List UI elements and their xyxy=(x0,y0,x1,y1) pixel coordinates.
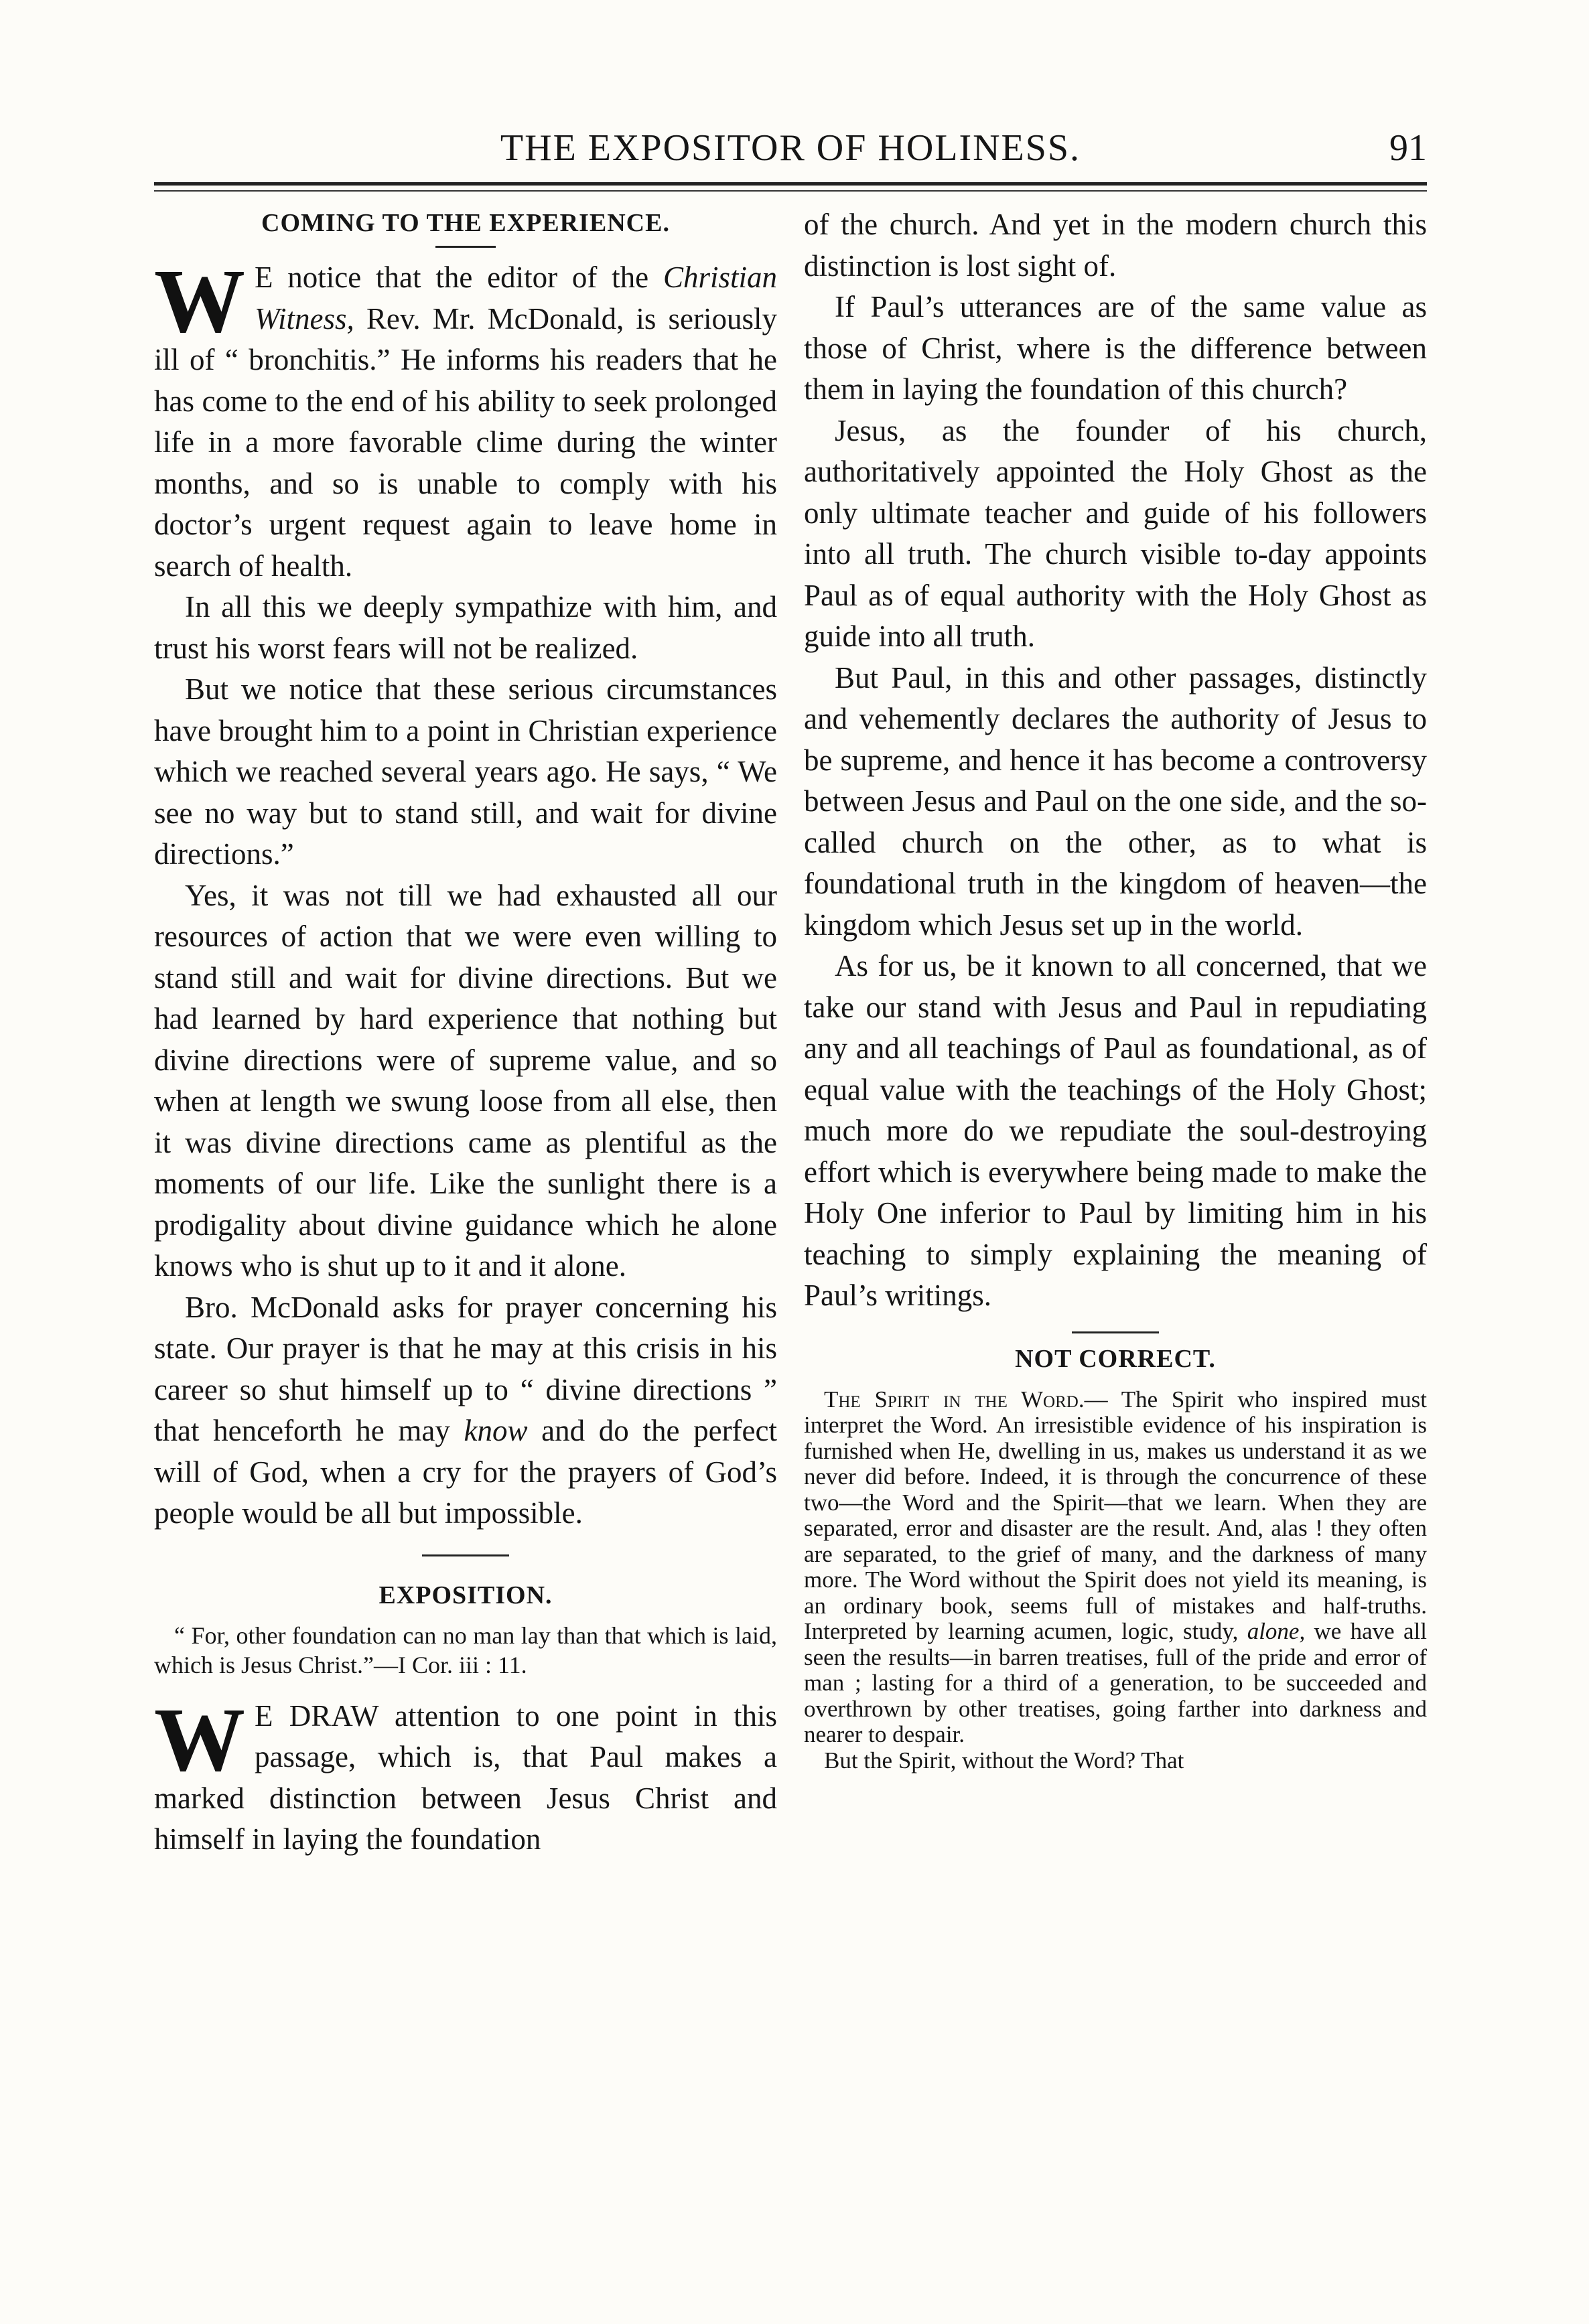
paragraph: But Paul, in this and other passages, distinctly and vehemently declares the authority of Jesus to be supreme, and hence it has become a controversy between Jesus and Paul on the one side, and the so-called church on the other, as to what is foundational truth in the kingdom of heaven—the kingdom which Jesus set up in the world. xyxy=(804,660,1427,942)
paragraph: of the church. And yet in the modern church this distinction is lost sight of. xyxy=(804,208,1427,283)
paragraph: In all this we deeply sympathize with him, and trust his worst fears will not be realized. xyxy=(154,590,777,665)
header-rule-thick xyxy=(154,182,1427,186)
paragraph: The Spirit in the Word.— The Spirit who inspired must interpret the Word. An irresistible evidence of his inspiration is furnished when He, dwelling in us, makes us understand it as we never did before. Indeed, it is through the concurrence of these two—the Word and the Spirit—that we learn. When they are separated, error and disaster are the result. And, alas ! they often are separated, to the grief of many, and the darkness of many more. The Word without the Spirit does not yield its meaning, is an ordinary book, seems full of mistakes and half-truths. Interpreted by learning acumen, logic, study, alone, we have all seen the results—in barren treatises, full of the pride and error of man ; lasting for a third of a generation, to be succeeded and overthrown by other treatises, going farther into darkness and nearer to despair. xyxy=(804,1386,1427,1747)
paragraph: If Paul’s utterances are of the same value as those of Christ, where is the difference between them in laying the foundation of this church? xyxy=(804,290,1427,406)
heading-not-correct: NOT CORRECT. xyxy=(1015,1344,1216,1373)
paragraph: W E notice that the editor of the Christian Witness, Rev. Mr. McDonald, is seriously ill of “ bronchitis.” He informs his readers that he has come to the end of his ability to seek prolonged life in a more favorable clime during the winter months, and so is unable to comply with his doctor’s urgent request again to leave home in search of health. xyxy=(154,251,777,583)
paragraph: Yes, it was not till we had exhausted all our resources of action that we were even willing to stand still and wait for divine directions. But we had learned by hard experience that nothing but divine directions were of supreme value, and so when at length we swung loose from all else, then it was divine directions came as plentiful as the moments of our life. Like the sunlight there is a prodigality about divine guidance which he alone knows who is shut up to it and it alone. xyxy=(154,878,777,1283)
journal-title: THE EXPOSITOR OF HOLINESS. xyxy=(500,127,1081,169)
scripture-quote: “ For, other foundation can no man lay than that which is laid, which is Jesus Christ.”—I Cor. iii : 11. xyxy=(154,1621,777,1678)
paragraph: Jesus, as the founder of his church, authoritatively appointed the Holy Ghost as the only ultimate teacher and guide of his followers into all truth. The church visible to-day appoints Paul as of equal authority with the Holy Ghost as guide into all truth. xyxy=(804,413,1427,653)
paragraph: W E DRAW attention to one point in this passage, which is, that Paul makes a marked distinction between Jesus Christ and himself in laying the foundation xyxy=(154,1689,777,1856)
heading-coming-to-the-experience: COMING TO THE EXPERIENCE. xyxy=(261,209,670,237)
paragraph: As for us, be it known to all concerned, that we take our stand with Jesus and Paul in repudiating any and all teachings of Paul as foundational, as of equal value with the teachings of the Holy Ghost; much more do we repudiate the soul-destroying effort which is everywhere being made to make the Holy One inferior to Paul by limiting him in his teaching to simply explaining the meaning of Paul’s writings. xyxy=(804,949,1427,1312)
section-divider xyxy=(1072,1331,1159,1333)
lead-in: The Spirit in the Word. xyxy=(824,1386,1085,1412)
paragraph: But we notice that these serious circumstances have brought him to a point in Christian experience which we reached several years ago. He says, “ We see no way but to stand still, and wait for divine directions.” xyxy=(154,672,777,871)
drop-cap: W xyxy=(154,1689,245,1790)
right-column xyxy=(804,204,1427,1773)
heading-rule xyxy=(435,246,496,248)
small-print-article xyxy=(804,1387,1427,1774)
heading-exposition: EXPOSITION. xyxy=(378,1581,553,1609)
drop-cap: W xyxy=(154,251,245,352)
left-column xyxy=(154,204,777,1861)
section-divider xyxy=(422,1554,509,1556)
page-number: 91 xyxy=(1389,127,1427,169)
paragraph: Bro. McDonald asks for prayer concerning his state. Our prayer is that he may at this crisis in his career so shut himself up to “ divine directions ” that henceforth he may know and do the perfect will of God, when a cry for the prayers of God’s people would be all but impossible. xyxy=(154,1290,777,1530)
paragraph: But the Spirit, without the Word? That xyxy=(824,1747,1184,1773)
running-header xyxy=(154,124,1427,177)
header-rule-thin xyxy=(154,190,1427,192)
